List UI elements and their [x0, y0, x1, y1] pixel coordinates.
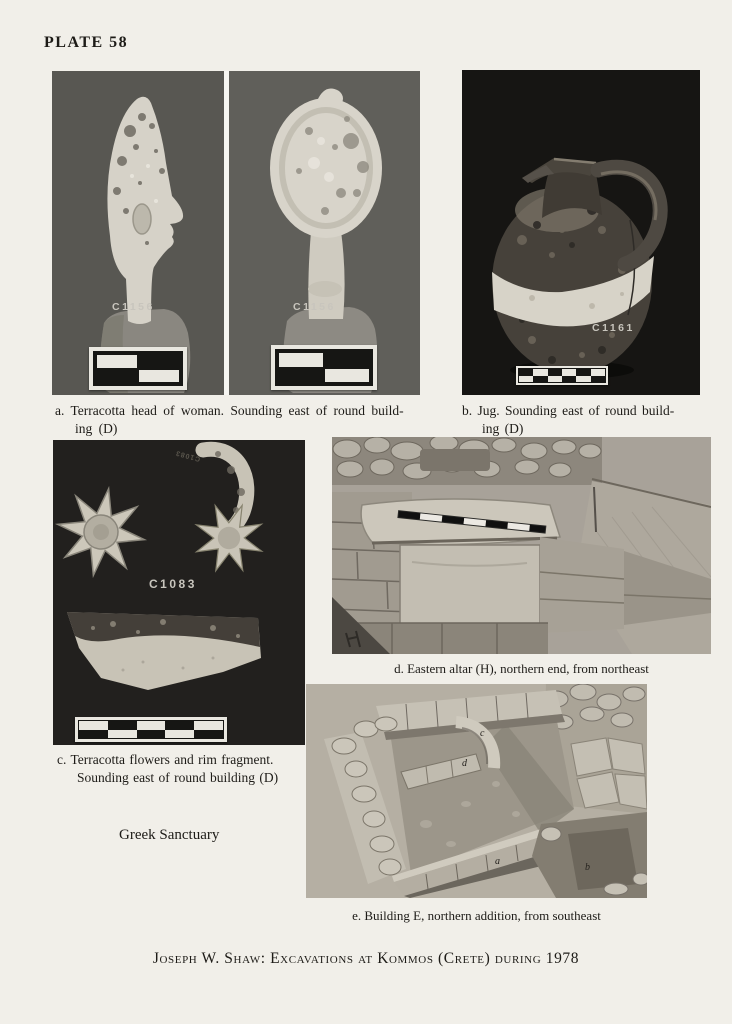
- section-label: Greek Sanctuary: [119, 827, 220, 843]
- artifact-label-c1083: C1083: [149, 577, 197, 591]
- building-e-image: [306, 684, 647, 898]
- jug-image: [462, 70, 700, 395]
- flowers-image: [53, 440, 305, 745]
- figure-d-caption: [332, 661, 711, 678]
- figure-b-photo: [462, 70, 700, 395]
- artifact-label-c1161: C1161: [592, 322, 635, 334]
- figure-a-photo: [52, 71, 420, 395]
- site-marker-a: a: [495, 856, 500, 867]
- figure-d-photo: [332, 437, 711, 654]
- figure-e-photo: [306, 684, 647, 898]
- plate-number: PLATE 58: [44, 34, 129, 51]
- scale-bar: [271, 345, 377, 390]
- site-marker-b: b: [585, 862, 590, 873]
- caption-line: ing (D): [75, 420, 118, 436]
- scale-bar: [75, 717, 227, 742]
- head-frontal-photo: [229, 71, 420, 395]
- caption-line: ing (D): [482, 420, 524, 436]
- scale-bar: [89, 347, 187, 390]
- figure-c-photo: [53, 440, 305, 745]
- altar-image: [332, 437, 711, 654]
- stem-inscription: C1083: [174, 448, 202, 463]
- page-footer: Joseph W. Shaw: Excavations at Kommos (Crete) during 1978: [152, 950, 580, 967]
- figure-a-caption: [55, 402, 421, 437]
- head-profile-image: [52, 71, 224, 393]
- artifact-label-c1156-left: C1156: [112, 301, 155, 313]
- figure-e-caption: [306, 908, 647, 925]
- head-profile-photo: [52, 71, 224, 395]
- caption-line: c. Terracotta flowers and rim fragment.: [57, 752, 274, 767]
- caption-line: d. Eastern altar (H), northern end, from northeast: [394, 661, 649, 676]
- site-marker-d: d: [462, 758, 467, 769]
- caption-line: a. Terracotta head of woman. Sounding east of round build-: [55, 403, 404, 418]
- artifact-label-c1156-right: C1156: [293, 301, 336, 313]
- figure-b-caption: [462, 402, 704, 437]
- caption-line: b. Jug. Sounding east of round build-: [462, 403, 675, 418]
- site-marker-c: c: [480, 728, 485, 739]
- caption-line: e. Building E, northern addition, from southeast: [352, 908, 601, 923]
- caption-line: Sounding east of round building (D): [77, 769, 279, 785]
- scale-bar: [516, 366, 608, 385]
- figure-c-caption: [57, 751, 325, 786]
